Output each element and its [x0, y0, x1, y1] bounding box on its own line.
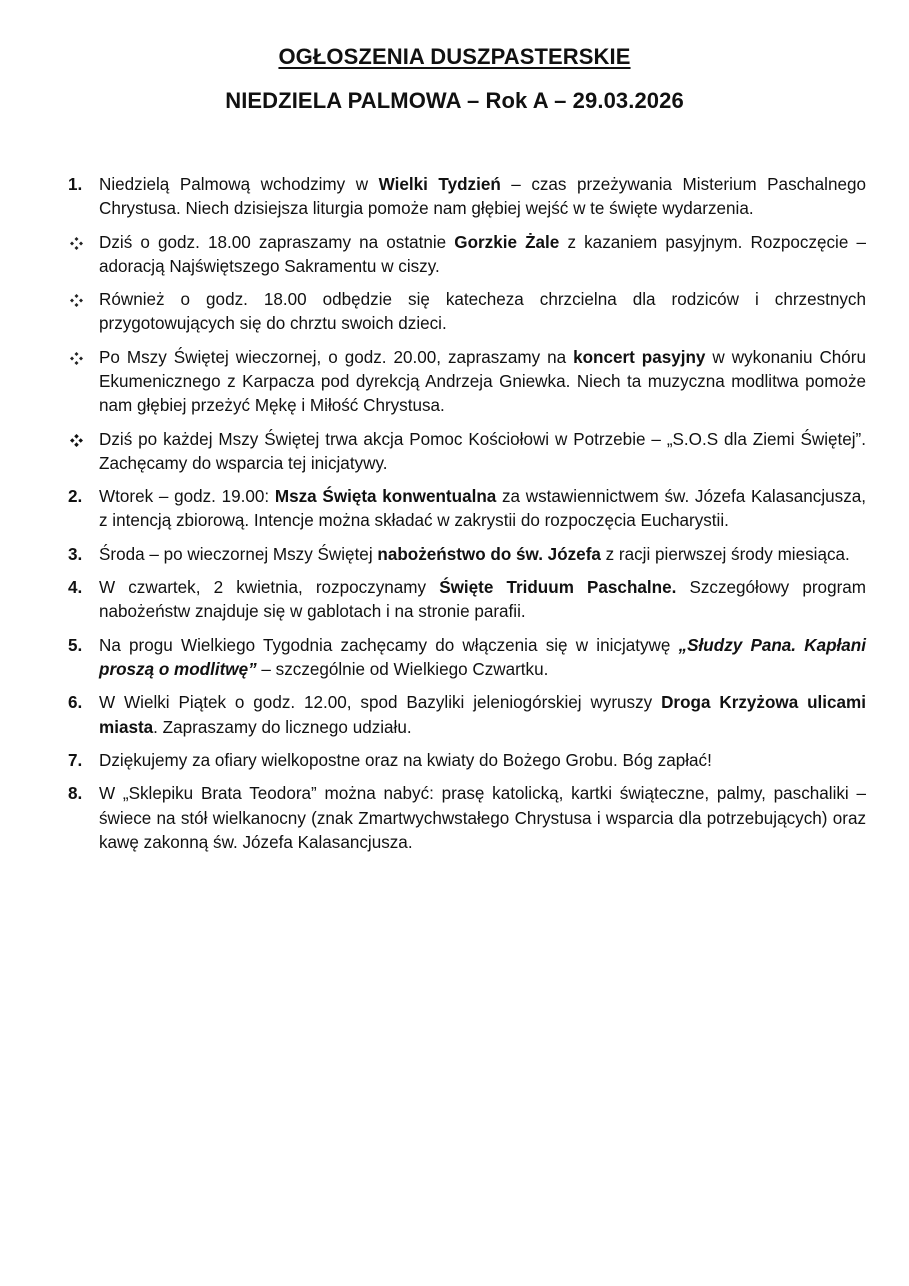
diamond-bullet-icon: [70, 434, 83, 447]
announcement-item: 8. W „Sklepiku Brata Teodora” można nabyć: prasę katolicką, kartki świąteczne, palmy, paschaliki – świece na stół wielkanocny (znak Zmartwychwstałego Chrystusa i wsparcia dla potrzebujących) oraz kawę zakonną św. Józefa Kalasancjusza.: [68, 784, 866, 852]
announcement-bullet: Dziś o godz. 18.00 zapraszamy na ostatnie Gorzkie Żale z kazaniem pasyjnym. Rozpoczęcie – adoracją Najświętszego Sakramentu w ciszy.: [68, 231, 866, 279]
emphasis: Święte Triduum Paschalne.: [439, 578, 677, 598]
announcement-item: 6. W Wielki Piątek o godz. 12.00, spod Bazyliki jeleniogórskiej wyruszy Droga Krzyżowa ulicami miasta. Zapraszamy do licznego udziału.: [68, 693, 866, 737]
diamond-bullet-icon: [70, 237, 83, 250]
emphasis: Wielki Tydzień: [378, 175, 501, 194]
diamond-bullet-icon: [70, 352, 83, 365]
emphasis: Droga Krzyżowa ulicami miasta: [99, 693, 866, 737]
announcement-item: 1. Niedzielą Palmową wchodzimy w Wielki Tydzień – czas przeżywania Misterium Paschalnego Chrystusa. Niech dzisiejsza liturgia pomoże nam głębiej wejść w te święte wydarzenia.: [68, 175, 866, 219]
diamond-bullet-icon: [70, 294, 83, 307]
item-number: 1.: [68, 175, 83, 194]
announcement-bullet: Dziś po każdej Mszy Świętej trwa akcja Pomoc Kościołowi w Potrzebie – „S.O.S dla Ziemi Świętej”. Zachęcamy do wsparcia tej inicjatywy.: [68, 428, 866, 476]
announcement-bullet: Po Mszy Świętej wieczornej, o godz. 20.00, zapraszamy na koncert pasyjny w wykonaniu Chóru Ekumenicznego z Karpacza pod dyrekcją Andrzeja Gniewka. Niech ta muzyczna modlitwa pomoże nam głębiej przeżyć Mękę i Miłość Chrystusa.: [68, 346, 866, 419]
item-number: 8.: [68, 784, 83, 804]
page-title: OGŁOSZENIA DUSZPASTERSKIE: [278, 44, 631, 69]
item-number: 5.: [68, 635, 83, 655]
announcement-item: 7. Dziękujemy za ofiary wielkopostne oraz na kwiaty do Bożego Grobu. Bóg zapłać!: [68, 749, 866, 773]
item-number: 2.: [68, 487, 83, 507]
announcement-bullet: Również o godz. 18.00 odbędzie się katecheza chrzcielna dla rodziców i chrzestnych przygotowujących się do chrztu swoich dzieci.: [68, 288, 866, 336]
announcement-item: 4. W czwartek, 2 kwietnia, rozpoczynamy Święte Triduum Paschalne. Szczegółowy program nabożeństw znajduje się w gablotach i na stronie parafii.: [68, 578, 867, 622]
announcement-item: 5. Na progu Wielkiego Tygodnia zachęcamy do włączenia się w inicjatywę „Słudzy Pana. Kapłani proszą o modlitwę” – szczególnie od Wielkiego Czwartku.: [68, 635, 866, 679]
emphasis: nabożeństwo do św. Józefa: [377, 544, 601, 564]
page-subtitle: NIEDZIELA PALMOWA – Rok A – 29.03.2026: [225, 88, 684, 113]
item-number: 6.: [68, 693, 83, 713]
announcement-item: 3. Środa – po wieczornej Mszy Świętej nabożeństwo do św. Józefa z racji pierwszej środy miesiąca.: [68, 543, 866, 567]
item-number: 7.: [68, 750, 83, 770]
emphasis: Gorzkie Żale: [454, 232, 560, 252]
emphasis: Msza Święta konwentualna: [274, 487, 497, 507]
item-number: 3.: [68, 544, 83, 564]
item-number: 4.: [68, 578, 83, 598]
announcement-item: 2. Wtorek – godz. 19.00: Msza Święta konwentualna za wstawiennictwem św. Józefa Kalasancjusza, z intencją zbiorową. Intencje można składać w zakrystii do rozpoczęcia Eucharystii.: [68, 487, 866, 531]
emphasis-quote: „Słudzy Pana. Kapłani proszą o modlitwę”: [99, 635, 866, 679]
emphasis: koncert pasyjny: [573, 347, 706, 367]
announcement-list: [68, 173, 866, 864]
